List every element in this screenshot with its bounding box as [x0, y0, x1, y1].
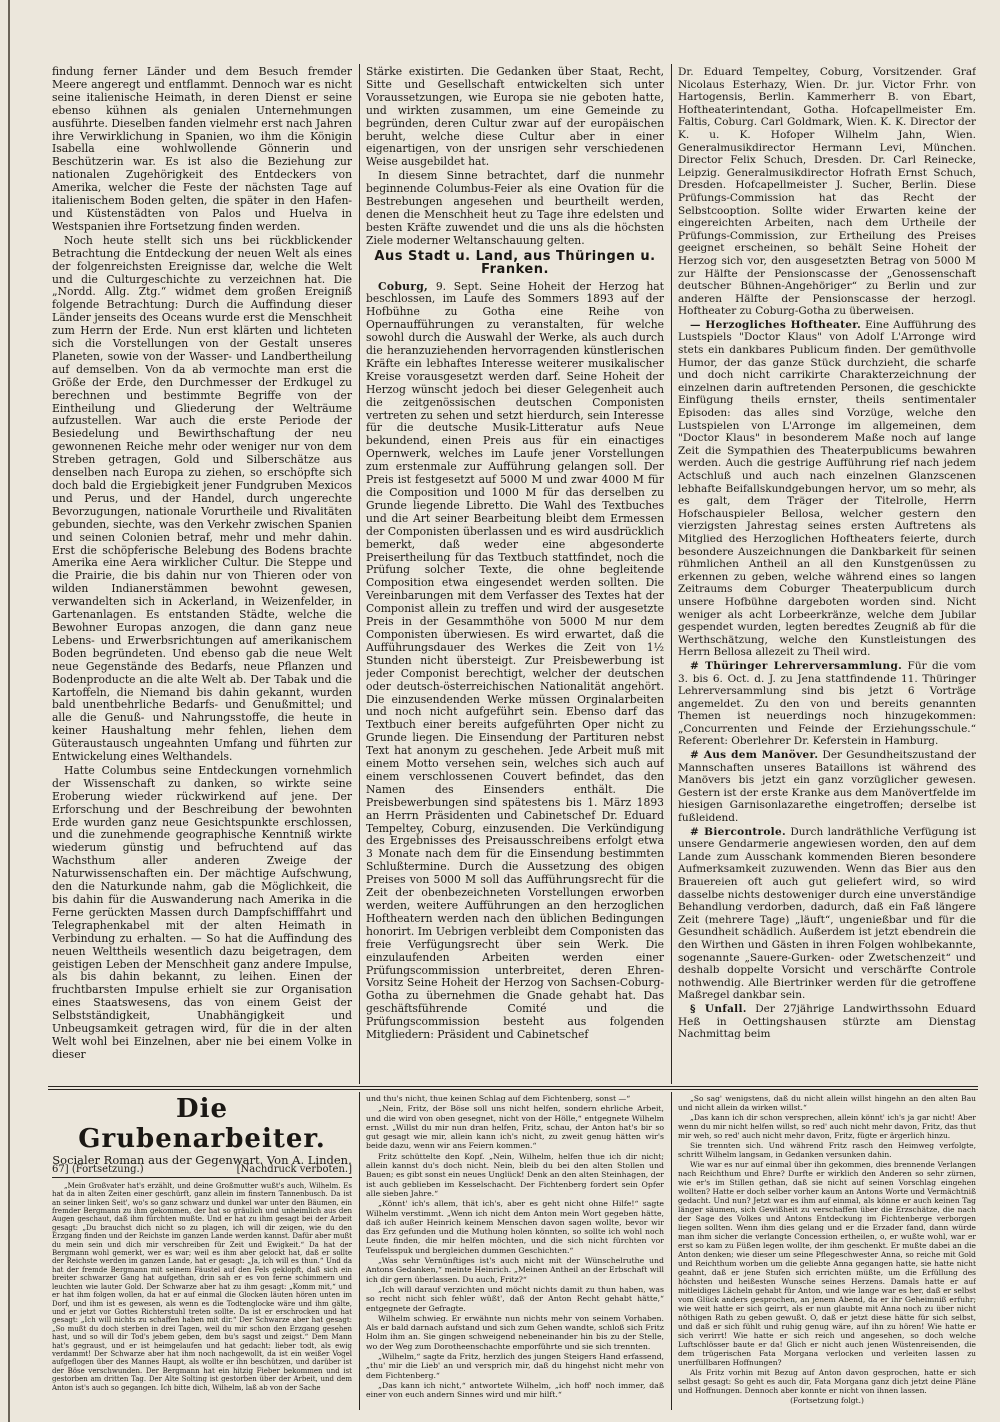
novel-divider-1 — [359, 1092, 360, 1410]
manoever-text: Der Gesundheitszustand der Mannschaften unseres Bataillons ist während des Manövers bis jetzt ein ganz vorzüglicher gewesen. Gestern ist der erste Kranke aus dem Manövertfelde im hiesigen Garnisonlazarethe eingetroffen; derselbe ist fußleidend. — [678, 749, 976, 825]
unfall-paragraph — [678, 1003, 976, 1041]
novel-continuation: (Fortsetzung.) — [71, 1164, 144, 1176]
novel-paragraph: „Das kann ich nicht,“ antwortete Wilhelm, „ich hoff' noch immer, daß einer von euch andern Sinnes wird und mir hilft.“ — [366, 1380, 664, 1400]
novel-paragraph: „Was sehr Vernünftiges ist's auch nicht mit der Wünschelruthe und Antons Gedanken,“ meinte Heinrich. „Meinen Antheil an der Erbschaft will ich dir gern überlassen. Du auch, Fritz?“ — [366, 1256, 664, 1284]
novel-paragraph: „Könnt' ich's allem, thät ich's, aber es geht nicht ohne Hilfe!“ sagte Wilhelm verstimmt. „Wenn ich nicht dem Anton mein Wort gegeben hätte, daß ich außer Heinrich keinem Menschen davon sagen wollte, bevor wir das Erz gefunden und die Muthung holen könnten, so sollte ich wohl noch Leute finden, die mir helfen möchten, und die sich nicht fürchten vor Teufelsspuk und bergleichen dummen Geschichten.“ — [366, 1199, 664, 1255]
novel-paragraph: „Nein, Fritz, der Böse soll uns nicht helfen, sondern ehrliche Arbeit, und die wird von oben gesegnet, nicht von der Hölle,“ entgegnete Wilhelm ernst. „Willst du mir nun dran helfen, Fritz, schau, der Anton hat's bir so gut gesagt wie mir, allein kann ich's nicht, zu zweit genug hätten wir's beide dazu, wenn wir ans Feiern kommen.“ — [366, 1104, 664, 1151]
article-column-1 — [52, 66, 352, 1084]
section-heading-regional-news: Aus Stadt u. Land, aus Thüringen u. Franken. — [374, 248, 656, 277]
coburg-news-paragraph — [366, 281, 664, 1042]
novel-subtitle: Socialer Roman aus der Gegenwart. Von A. Linden. — [52, 1153, 352, 1167]
bier-text: Durch landräthliche Verfügung ist unsere Gendarmerie angewiesen worden, den auf dem Lande zum Ausschank kommenden Bieren besondere Aufmerksamkeit zuzuwenden. Wenn das Bier aus den Brauereien oft auch gut geliefert wird, so wird dasselbe nichts destoweniger durch eine unverständige Behandlung verdorben, dadurch, daß ein Faß längere Zeit (mehrere Tage) „läuft“, ungenießbar und für die Gesundheit schädlich. Außerdem ist jetzt ebendrein die den Wirthen und Gästen in ihren Folgen wohlbekannte, sogenannte „Sauere-Gurken- oder Zwetschenzeit“ und deshalb doppelte Vorsicht und verschärfte Controle nothwendig. Alle Biertrinker werden für die getroffene Maßregel dankbar sein. — [678, 825, 976, 1002]
novel-part-info — [52, 1166, 144, 1174]
columbus-paragraph-3: Hatte Columbus seine Entdeckungen vornehmlich der Wissenschaft zu danken, so wirkte seine Eroberung wieder rückwirkend auf jene. Der Erforschung und der Beschreibung der bewohnten Erde wurden ganz neue Gesichtspunkte erschlossen, und die zunehmende geographische Kenntniß wirkte wiederum günstig und befruchtend auf das Wachsthum aller anderen Zweige der Naturwissenschaften ein. Der mächtige Aufschwung, den die Naturkunde nahm, gab die Möglichkeit, die bis dahin für die Auswanderung nach Amerika in die Ferne gerückten Massen durch Dampfschifffahrt und Telegraphenkabel mit der alten Heimath in Verbindung zu erhalten. — So hat die Auffindung des neuen Welttheils wesentlich dazu beigetragen, dem geistigen Leben der Menschheit ganz andere Impulse, als bis dahin bekannt, zu leihen. Einen der fruchtbarsten Impulse erhielt sie zur Organisation eines Staatswesens, das von einem Geist der Selbstständigkeit, Unabhängigkeit und Unbeugsamkeit getragen wird, für die in der alten Welt wohl bei Einzelnen, aber nie bei einem Volke in dieser — [52, 763, 352, 1061]
novel-paragraph: Fritz schüttelte den Kopf. „Nein, Wilhelm, helfen thue ich dir nicht; allein kannst du's doch nicht. Nein, bleib du bei den alten Stollen und Bauen; es gibt sonst ein neues Unglück! Denk an den alten Steinhagen, der ist auch geblieben im Kesselschacht. Der Fichtenberg fordert sein Opfer alle sieben Jahre.“ — [366, 1151, 664, 1198]
novel-title: Die Grubenarbeiter. — [78, 1094, 326, 1154]
novel-number: 67] — [52, 1164, 69, 1176]
novel-paragraph: Sie trennten sich. Und während Fritz rasch den Heimweg verfolgte, schritt Wilhelm langsam, in Gedanken versunken dahin. — [678, 1141, 976, 1159]
novel-paragraph: und thu's nicht, thue keinen Schlag auf dem Fichtenberg, sonst —“ — [366, 1094, 631, 1103]
columbus-paragraph-1: findung ferner Länder und dem Besuch fremder Meere angeregt und entflammt. Dennoch war es nicht seine italienische Heimath, in deren Dienst er seine ebenso kühnen als genialen Unternehmungen ausführte. Dieselben fanden vielmehr erst nach Jahren ihre Verwirklichung in Spanien, wo ihm die Königin Isabella eine wohlwollende Gönnerin und Beschützerin war. Es ist also die Beziehung zur nationalen Zugehörigkeit des Entdeckers von Amerika, welcher die Feste der nächsten Tage auf italienischem Boden gelten, die später in den Hafen- und Küstenstädten von Palos und Huelva in Westspanien ihre Fortsetzung finden werden. — [52, 66, 352, 233]
manoever-paragraph — [678, 749, 976, 825]
novel-paragraph: Wie war es nur auf einmal über ihn gekommen, dies brennende Verlangen nach Reichthum und Ehre? Durfte er wirklich den Anderen so sehr zürnen, wie er's im Stillen gethan, daß sie nicht auf seinen Vorschlag eingehen wollten? Hatte er doch selber vorher kaum an Antons Worte und Vermächtniß gedacht. Und nun? Jetzt war es ihm auf einmal, als könne er auch keinen Tag länger säumen, sich Gewißheit zu verschaffen über die Erzschätze, die nach der Sage des Volkes und Antons Entdeckung im Fichtenberge verborgen liegen sollten. Wenn ihm dies gelang und er die Erzader fand, dann würde man ihm sicher die verlangte Concession ertheilen, o, er wußte wohl, war er erst so kam zu Füßen legen wollte, der ihm geschenkt. Er mußte dabei an die Anton denken; wie dieser um seine Pflegeschwester Anna, so reiche mit Gold und Reichthum worben um die geliebte Anna gegangen hatte, sie hatte nicht geahnt, daß er jene Stufen sich errichten müßte, um die Erfüllung des höchsten und heißesten Wunsche seines Herzens. Damals hatte er auf mitleidiges Lächeln gehabt für Anton, und wie lange war es her, daß er selbst vom Glück anders gesprochen, an jenem Abend, da er ihr Geheimniß erfuhr; wie weit hatte er sich geirrt, als er nun glaubte mit Anna noch zu über nicht nöthigen Rath zu geben gewußt. O, daß er jetzt diese hätte für sich selbst, und daß er sich fühlt und ruhig genug wäre, auf ihn zu hören! Wie hatte er sich verirrt! Wie hatte er sich reich und angesehen, so doch welche Luftschlösser baute er da! Glich er nicht auch jenen Wüstenreisenden, die dem trügerischen Fata Morgana verlocken und verleiten lassen zu unerfüllbaren Hoffnungen? — [678, 1160, 976, 1367]
reprint-notice: [Nachdruck verboten.] — [236, 1164, 352, 1176]
to-be-continued: (Fortsetzung folgt.) — [790, 1396, 864, 1405]
hoftheater-heading: — Herzogliches Hoftheater. — [690, 318, 862, 331]
article-column-3 — [678, 66, 976, 1084]
novel-paragraph: „Ich will darauf verzichten und möcht nichts damit zu thun haben, was so recht nicht sich fehler wüßt', daß der Anton Recht gehabt hätte,“ entgegnete der Gefragte. — [366, 1284, 664, 1313]
novel-paragraph: Wilhelm schwieg. Er erwähnte nun nichts mehr von seinem Vorhaben. Als er bald darnach aufstand und sich zum Gehen wandte, schloß sich Fritz Holm ihm an. Sie gingen schweigend nebeneinander hin bis zu der Stelle, wo der Weg zum Dorotheenschachte emporführte und sie sich trennten. — [366, 1313, 664, 1351]
novel-paragraph: „So sag' wenigstens, daß du nicht allein willst hingehn an den alten Bau und nicht allein da wirken willst.“ — [678, 1094, 976, 1112]
article-column-2 — [366, 66, 664, 1084]
column-divider-2 — [671, 64, 672, 1084]
lehrer-heading: # Thüringer Lehrerversammlung. — [690, 659, 903, 672]
unfall-heading: § Unfall. — [690, 1002, 747, 1015]
novel-column-1 — [52, 1094, 352, 1408]
unfall-text: Der 27jährige Landwirthssohn Eduard Heß in Oettingshausen stürzte am Dienstag Nachmittag beim — [678, 1002, 976, 1041]
manoever-heading: # Aus dem Manöver. — [690, 749, 819, 762]
committee-members-paragraph: Dr. Eduard Tempeltey, Coburg, Vorsitzender. Graf Nicolaus Esterhazy, Wien. Dr. jur. Victor Frhr. von Hartogensis, Berlin. Kammerherr B. von Ebart, Hoftheaterintendant, Gotha. Hofcapellmeister Em. Faltis, Coburg. Carl Goldmark, Wien. K. K. Director der K. u. K. Hofoper Wilhelm Jahn, Wien. Generalmusikdirector Hermann Levi, München. Director Felix Schuch, Dresden. Dr. Carl Reinecke, Leipzig. Generalmusikdirector Hofrath Ernst Schuch, Dresden. Hofcapellmeister J. Sucher, Berlin. Diese Prüfungs-Commission hat das Recht der Selbstcooption. Sollte wider Erwarten keine der eingereichten Arbeiten, nach dem Urtheile der Prüfungs-Commission, zur Ertheilung des Preises geeignet erscheinen, so behält Seine Hoheit der Herzog sich vor, den ausgesetzten Betrag von 5000 M zur Hälfte der Pensionscasse der „Genossenschaft deutscher Bühnen-Angehöriger“ zu Berlin und zur anderen Hälfte der Pensionscasse der herzogl. Hoftheater zu Coburg-Gotha zu überweisen. — [678, 66, 976, 318]
coburg-news-text: Seine Hoheit der Herzog hat beschlossen, im Laufe des Sommers 1893 auf der Hofbühne zu Gotha eine Reihe von Opernaufführungen zu veranstalten, für welche sowohl durch die Auswahl der Werke, als auch durch die heranzuziehenden hervorragenden künstlerischen Kräfte ein lebhaftes Interesse weiterer musikalischer Kreise vorausgesetzt werden darf. Seine Hoheit der Herzog wünscht jedoch bei dieser Gelegenheit auch die zeitgenössischen deutschen Componisten vertreten zu sehen und setzt hierdurch, sein Interesse für die deutsche Musik-Litteratur aufs Neue bekundend, einen Preis aus für ein einactiges Opernwerk, welches im Laufe jener Vorstellungen zum erstenmale zur Aufführung gelangen soll. Der Preis ist festgesetzt auf 5000 M und zwar 4000 M für die Composition und 1000 M für das derselben zu Grunde liegende Libretto. Die Wahl des Textbuches und die Art seiner Bearbeitung bleibt dem Ermessen der Componisten überlassen und es wird ausdrücklich bemerkt, daß weder eine abgesonderte Preisertheilung für das Textbuch stattfindet, noch die Prüfung solcher Texte, die ohne begleitende Composition etwa eingesendet werden sollten. Die Vereinbarungen mit dem Verfasser des Textes hat der Componist allein zu treffen und wird der ausgesetzte Preis in der Gesammthöhe von 5000 M nur dem Componisten überwiesen. Es wird erwartet, daß die Aufführungsdauer des Werkes die Zeit von 1½ Stunden nicht übersteigt. Zur Preisbewerbung ist jeder Componist berechtigt, welcher der deutschen oder deutsch-österreichischen Nationalität angehört. Die einzusendenden Werke müssen Orginalarbeiten und noch nicht aufgeführt sein. Ebenso darf das Textbuch einer bereits aufgeführten Oper nicht zu Grunde liegen. Die Einsendung der Partituren nebst Text hat anonym zu geschehen. Jede Arbeit muß mit einem Motto versehen sein, welches sich auch auf einem verschlossenen Couvert befindet, das den Namen des Einsenders enthält. Die Preisbewerbungen sind spätestens bis 1. März 1893 an Herrn Präsidenten und Cabinetschef Dr. Eduard Tempeltey, Coburg, einzusenden. Die Verkündigung des Ergebnisses des Preisausschreibens erfolgt etwa 3 Monate nach dem für die Einsendung bestimmten Schlußtermine. Durch die Aussetzung des obigen Preises von 5000 M soll das Aufführungsrecht für die Zeit der obenbezeichneten Vorstellungen erworben werden, weitere Aufführungen an den herzoglichen Hoftheatern werden nach den üblichen Bedingungen honorirt. Im Uebrigen verbleibt dem Componisten das freie Verfügungsrecht über sein Werk. Die einzulaufenden Arbeiten werden einer Prüfungscommission unterbreitet, deren Ehren-Vorsitz Seine Hoheit der Herzog von Sachsen-Coburg-Gotha zu übernehmen die Gnade gehabt hat. Das geschäftsführende Comité und die Prüfungscommission besteht aus folgenden Mitgliedern: Präsident und Cabinetschef — [366, 279, 664, 1042]
bier-heading: # Biercontrole. — [690, 825, 786, 838]
columbus-paragraph-5: In diesem Sinne betrachtet, darf die nunmehr beginnende Columbus-Feier als eine Ovation für die Bestrebungen angesehen und beurtheilt werden, denen die Menschheit heut zu Tage ihre edelsten und besten Kräfte zuwendet und die uns als die höchsten Ziele moderner Weltanschauung gelten. — [366, 169, 664, 247]
novel-title-rule — [52, 1177, 352, 1178]
columbus-paragraph-2: Noch heute stellt sich uns bei rückblickender Betrachtung die Entdeckung der neuen Welt als eines der folgenreichsten Ereignisse dar, welche die Welt und die Culturgeschichte zu verzeichnen hat. Die „Nordd. Allg. Ztg.“ widmet dem großen Ereigniß folgende Betrachtung: Durch die Auffindung dieser Länder jenseits des Oceans wurde erst die Menschheit zum Herrn der Erde. Nun erst klärten und lichteten sich die Vorstellungen von der Gestalt unseres Planeten, sowie von der Wasser- und Landbertheilung auf demselben. Von da ab vermochte man erst die Größe der Erde, den Durchmesser der Erdkugel zu berechnen und bestimmte Begriffe von der Eintheilung und Gliederung der Welträume aufzustellen. War auch die erste Periode der Besiedelung und Bewirthschaftung der neu gewonnenen Reiche mehr oder weniger nur von dem Streben getragen, Gold und Silberschätze aus denselben nach Europa zu ziehen, so erschöpfte sich doch bald die Ergiebigkeit jener Fundgruben Mexicos und Perus, und der Handel, durch ungerechte Bevorzugungen, nationale Vorurtheile und Rivalitäten gebunden, siechte, was den Verkehr zwischen Spanien und seinen Colonien betraf, mehr und mehr dahin. Erst die schöpferische Belebung des Bodens brachte Amerika eine Aera wirklicher Cultur. Die Steppe und die Prairie, die bis dahin nur von Thieren oder von wilden Indianerstämmen bewohnt gewesen, verwandelten sich in Ackerland, in Weizenfelder, in Gartenanlagen. Es entstanden Städte, welche die Bewohner Europas anzogen, die dann ganz neue Lebens- und Erwerbsrichtungen auf amerikanischem Boden begründeten. Und ebenso gab die neue Welt neue Gegenstände des Bedarfs, neue Pflanzen und Bodenproducte an die alte Welt ab. Der Tabak und die Kartoffeln, die Niemand bis dahin gekannt, wurden bald unentbehrliche Bedarfs- und Genußmittel; und alle die Genuß- und Nahrungsstoffe, die heute in keiner Haushaltung mehr fehlen, liehen dem Güteraustausch ungeahnten Umfang und führten zur Entwickelung eines Welthandels. — [52, 233, 352, 764]
novel-meta-line — [52, 1166, 352, 1174]
lehrer-paragraph — [678, 660, 976, 748]
coburg-dateline-place: Coburg, — [378, 279, 429, 293]
feuilleton-separator-bottom — [48, 1089, 978, 1090]
novel-paragraph: Als Fritz vorhin mit Bezug auf Anton davon gesprochen, hatte er sich selbst gesagt: So geht es auch dir, Fata Morgana ganz dich jetzt deine Pläne und Hoffnungen. Dennoch aber konnte er nicht von ihnen lassen. — [678, 1368, 976, 1395]
novel-paragraph: „Mein Großvater hat's erzählt, und deine Großmutter wußt's auch, Wilhelm. Es hat da in alten Zeiten einer geschürft, ganz allein im finstern Tannenbusch. Da ist an seiner linken Seit', wo's so ganz schwarz und dunkel war unter den Bäumen, ein fremder Bergmann zu ihm gekommen, der hat so gräulich und unheimlich aus den Augen geschaut, daß ihm fürchten mußte. Und er hat zu ihm gesagt bei der Arbeit gesagt: „Du brauchst dich nicht so zu plagen, ich will dir zeigen, wie du den Erzgang finden und der Reichste im ganzen Lande werden kannst. Dafür aber mußt du mein sein und dich mir verschreiben für Zeit und Ewigkeit.“ Da hat der Bergmann wohl gemerkt, wer es war; weil es ihm aber gelockt hat, daß er sollte der Reichste werden im ganzen Lande, hat er gesagt: „Ja, ich will es thun.“ Und da hat der fremde Bergmann mit seinem Fäustel auf den Fels geklopft, daß sich ein breiter schwarzer Gang hat aufgethan, drin sah er es von ferne schimmern und leuchten wie lauter Gold. Der Schwarze aber hat zu ihm gesagt: „Komm mit,“ und er hat ihm folgen wollen, da hat er auf einmal die Glocken läuten hören unten im Dorf, und ihm ist es gewesen, als wenn es die Todtenglocke wäre und ihm gälte, und er jetzt vor Gottes Richterstuhl treten sollte. Da ist er erschrocken und hat gesagt: „Ich will nichts zu schaffen haben mit dir.“ Der Schwarze aber hat gesagt: „So mußt du doch sterben in drei Tagen, weil du mir schon den Erzgang gesehen hast, und so will dir Tod's jebem geben, dem bu's sagst und zeigst.“ Dem Mann hat's gegraust, und er ist heimgelaufen und hat gedacht: lieber todt, als ewig verdammt! Der Schwarze aber hat ihm noch nachgewollt, da ist ein weißer Vogel aufgeflogen über des Mannes Haupt, als wollte er ihn beschützen, und darüber ist der Böse verschwunden. Der Bergmann hat ein hitzig Fieber bekommen und ist gestorben am dritten Tag. Der Alte Solting ist gestorben über der Arbeit, und dem Anton ist's auch so gegangen. Ich bitte dich, Wilhelm, laß ab von der Sache — [52, 1181, 352, 1392]
novel-paragraph: „Wilhelm,“ sagte da Fritz, herzlich des jungen Steigers Hand erfassend, „thu' mir die Lieb' an und versprich mir, daß du hingehst nicht mehr von dem Fichtenberg.“ — [366, 1352, 664, 1380]
coburg-dateline-date: 9. Sept. — [435, 279, 483, 293]
column-divider-1 — [359, 64, 360, 1084]
novel-column-2 — [366, 1094, 664, 1408]
novel-column-3 — [678, 1094, 976, 1408]
bier-paragraph — [678, 826, 976, 1002]
feuilleton-separator-top — [48, 1086, 978, 1087]
novel-divider-2 — [671, 1092, 672, 1410]
hoftheater-paragraph — [678, 319, 976, 659]
novel-paragraph: „Das kann ich dir schon versprechen, allein könnt' ich's ja gar nicht! Aber wenn du mir nicht helfen willst, so red' auch nicht mehr davon, Fritz, das thut mir weh, so red' auch nicht mehr davon, Fritz, fügte er ärgerlich hinzu. — [678, 1113, 976, 1140]
hoftheater-text: Eine Aufführung des Lustspiels "Doctor Klaus" von Adolf L'Arronge wird stets ein dankbares Publicum finden. Der gemüthvolle Humor, der das ganze Stück durchzieht, die scharfe und doch nicht carrikirte Charakterzeichnung der einzelnen darin auftretenden Personen, die geschickte Einfügung theils ernster, theils sentimentaler Episoden: das alles sind Vorzüge, welche den Lustspielen von L'Arronge im allgemeinen, dem "Doctor Klaus" in besonderem Maße noch auf lange Zeit die Sympathien des Theaterpublicums bewahren werden. Auch die gestrige Aufführung rief nach jedem Actschluß und auch nach einzelnen Glanzscenen lebhafte Beifallskundgebungen hervor, um so mehr, als es galt, dem Träger der Titelrolle, Herrn Hofschauspieler Bellosa, welcher gestern den vierzigsten Jahrestag seines ersten Auftretens als Mitglied des Herzoglichen Hoftheaters feierte, durch besondere Auszeichnungen die Dankbarkeit für seinen rühmlichen Antheil an all den Kunstgenüssen zu erkennen zu geben, welche während eines so langen Zeitraums dem Coburger Theaterpublicum durch unsere Hofbühne dargeboten worden sind. Nicht weniger als acht Lorbeerkränze, welche dem Jubilar gespendet wurden, legten beredtes Zeugniß ab für die Werthschätzung, welche den Kunstleistungen des Herrn Bellosa allezeit zu Theil wird. — [678, 318, 976, 659]
columbus-paragraph-4: Stärke existirten. Die Gedanken über Staat, Recht, Sitte und Gesellschaft entwickelten sich unter Voraussetzungen, wie Europa sie nie geboten hatte, und wirkten zusammen, um eine Gemeinde zu begründen, deren Cultur zwar auf der europäischen beruht, welche diese Cultur aber in einer eigenartigen, von der unsrigen sehr verschiedenen Weise ausgebildet hat. — [366, 66, 664, 169]
page-edge-line — [8, 0, 10, 1422]
lehrer-text: Für die vom 3. bis 6. Oct. d. J. zu Jena stattfindende 11. Thüringer Lehrerversammlung sind bis jetzt 6 Vorträge angemeldet. Zu den von und bereits genannten Themen ist neuerdings noch hinzugekommen: „Concurrenten und Feinde der Erziehungsschule.“ Referent: Oberlehrer Dr. Keferstein in Hamburg. — [678, 659, 976, 748]
